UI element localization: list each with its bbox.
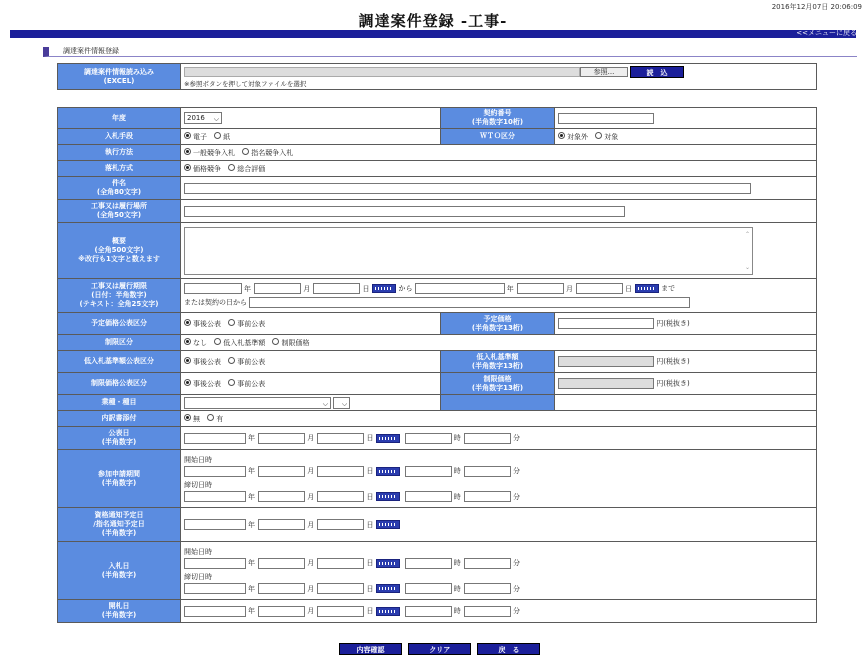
shimei-radio[interactable]: 指名競争入札 [242,149,293,157]
seigen-kakaku-input[interactable] [558,378,654,389]
chevron-down-icon: ⌵ [213,115,219,123]
uchiwake-cell [181,411,817,427]
seigen-kakaku-kubun-cell [181,373,441,395]
tei-kubun-label: 低入札基準額公表区分 [58,351,181,373]
nyusatsu-start-label: 開始日時 [184,547,212,556]
keiyaku-label: 契約番号 (半角数字10桁) [441,108,555,129]
kikan-or-text: または契約の日から [184,298,247,306]
section-title: 調達案件情報登録 [43,47,857,57]
kikan-text-input[interactable] [249,297,690,308]
nyusatsu-end-day[interactable] [317,583,364,594]
wto-label: ＷＴＯ区分 [441,129,555,145]
sanka-end-label: 締切日時 [184,481,212,489]
yotei-kubun-label: 予定価格公表区分 [58,313,181,335]
kikan-from-year[interactable] [184,283,242,294]
mu-radio[interactable]: 無 [184,415,200,423]
yu-radio[interactable]: 有 [207,415,223,423]
kami-radio[interactable]: 紙 [214,133,230,141]
calendar-icon[interactable] [376,520,400,529]
excel-cell [181,64,817,90]
keiyaku-cell [555,108,817,129]
nyusatsu-start-month[interactable] [258,558,305,569]
shikaku-year[interactable] [184,519,246,530]
kohyo-label: 公表日 (半角数字) [58,427,181,450]
nendo-select[interactable] [184,112,222,124]
sanka-start-day[interactable] [317,466,364,477]
teinyu-radio[interactable]: 低入札基準額 [214,339,265,347]
keiyaku-input[interactable] [558,113,654,124]
nyusatsu-start-hour[interactable] [405,558,452,569]
calendar-icon[interactable] [376,467,400,476]
scroll-down-icon[interactable]: ⌄ [744,263,750,271]
kikan-to-day[interactable] [576,283,623,294]
nyusatsu-start-minute[interactable] [464,558,511,569]
kikan-to-year[interactable] [415,283,505,294]
excel-file-input[interactable] [184,67,580,77]
nyusatsu-end-label: 締切日時 [184,573,212,581]
excel-note: ※参照ボタンを押して対象ファイルを選択 [184,79,307,88]
gyoshu-cell [181,395,441,411]
kohyo-month[interactable] [258,433,305,444]
sanka-start-minute[interactable] [464,466,511,477]
seigen-kubun-label: 制限区分 [58,335,181,351]
shikaku-label: 資格通知予定日 /指名通知予定日 (半角数字) [58,508,181,542]
gyoshu-select[interactable] [184,397,331,409]
kaisatsu-label: 開札日 (半角数字) [58,600,181,623]
yotei-jigo-radio[interactable]: 事後公表 [184,320,221,328]
nyusatsu-end-year[interactable] [184,583,246,594]
gyoshu-blank-cell [555,395,817,411]
yotei-kubun-cell [181,313,441,335]
kohyo-cell: 年 月 日 時 分 [181,427,817,450]
gyoshu-label: 業種・種目 [58,395,181,411]
kenmei-input[interactable] [184,183,751,194]
sogo-radio[interactable]: 総合評価 [228,165,265,173]
clear-button[interactable]: クリア [408,643,471,655]
excel-label: 調達案件情報読み込み (EXCEL) [58,64,181,90]
nyusatsu-start-day[interactable] [317,558,364,569]
yotei-jizen-radio[interactable]: 事前公表 [228,320,265,328]
kikan-from-day[interactable] [313,283,360,294]
nyusatsu-shudan-cell [181,129,441,145]
kaisatsu-cell: 年 月 日 時 分 [181,600,817,623]
kenmei-cell [181,177,817,200]
ippan-radio[interactable]: 一般競争入札 [184,149,235,157]
kikan-to-month[interactable] [517,283,564,294]
excel-import-table [57,63,817,90]
sanka-label: 参加申請期間 (半角数字) [58,450,181,508]
kaisatsu-hour[interactable] [405,606,452,617]
sanka-end-month[interactable] [258,491,305,502]
basho-cell [181,200,817,223]
browse-button[interactable]: 参照... [580,67,628,77]
nyusatsu-end-month[interactable] [258,583,305,594]
header-bar [10,30,856,38]
yotei-kakaku-label: 予定価格 (半角数字13桁) [441,313,555,335]
kikan-label: 工事又は履行期限 (日付：半角数字) (テキスト：全角25文字) [58,279,181,313]
footer-buttons [339,643,540,655]
page-title: 調達案件登録 -工事- [358,12,508,30]
basho-input[interactable] [184,206,625,217]
sanka-end-day[interactable] [317,491,364,502]
uchiwake-label: 内訳書添付 [58,411,181,427]
kakaku-radio[interactable]: 価格競争 [184,165,221,173]
tei-gaku-input[interactable] [558,356,654,367]
calendar-icon[interactable] [635,284,659,293]
kenmei-label: 件名 (全角80文字) [58,177,181,200]
kohyo-day[interactable] [317,433,364,444]
calendar-icon[interactable] [376,492,400,501]
seigen-kakaku-label: 制限価格 (半角数字13桁) [441,373,555,395]
kikan-cell: 年 月 日 から 年 月 日 まで または契約の日から [181,279,817,313]
gaiyo-cell [181,223,817,279]
rakusatsu-label: 落札方式 [58,161,181,177]
sanka-start-label: 開始日時 [184,455,212,464]
gaiyo-textarea[interactable] [184,227,753,275]
kikan-from-month[interactable] [254,283,301,294]
shikko-cell [181,145,817,161]
rakusatsu-cell [181,161,817,177]
seigen-kubun-cell [181,335,817,351]
nendo-cell [181,108,441,129]
back-button[interactable]: 戻 る [477,643,540,655]
seigen-kakaku-kubun-label: 制限価格公表区分 [58,373,181,395]
kaisatsu-minute[interactable] [464,606,511,617]
seigen-kakaku-cell: 円(税抜き) [555,373,817,395]
datetime: 2016年12月07日 20:06:09 [771,3,862,11]
taisho-radio[interactable]: 対象 [595,133,618,141]
kohyo-minute[interactable] [464,433,511,444]
kaisatsu-year[interactable] [184,606,246,617]
nyusatsu-start-year[interactable] [184,558,246,569]
sanka-end-hour[interactable] [405,491,452,502]
sanka-end-year[interactable] [184,491,246,502]
calendar-icon[interactable] [376,434,400,443]
calendar-icon[interactable] [376,607,400,616]
nyusatsubi-cell: 開始日時 年 月 日 時 分 締切日時 年 月 日 時 分 [181,542,817,600]
nendo-value: 2016 [187,114,205,122]
shikaku-month[interactable] [258,519,305,530]
yotei-kakaku-cell: 円(税抜き) [555,313,817,335]
denshi-radio[interactable]: 電子 [184,133,207,141]
tei-kubun-cell [181,351,441,373]
taishogai-radio[interactable]: 対象外 [558,133,588,141]
kaisatsu-day[interactable] [317,606,364,617]
basho-label: 工事又は履行場所 (全角50文字) [58,200,181,223]
tei-jigo-radio[interactable]: 事後公表 [184,358,221,366]
main-form-table [57,107,817,623]
yotei-kakaku-input[interactable] [558,318,654,329]
scroll-up-icon[interactable]: ⌃ [744,230,750,238]
seigen-jizen-radio[interactable]: 事前公表 [228,380,265,388]
nendo-label: 年度 [58,108,181,129]
kaisatsu-month[interactable] [258,606,305,617]
nyusatsu-shudan-label: 入札手段 [58,129,181,145]
sanka-start-hour[interactable] [405,466,452,477]
calendar-icon[interactable] [376,584,400,593]
sanka-end-minute[interactable] [464,491,511,502]
chevron-down-icon: ⌵ [322,399,328,408]
seigen-radio[interactable]: 制限価格 [272,339,309,347]
back-to-menu-link[interactable]: <<メニューに戻る [796,29,857,37]
sanka-start-month[interactable] [258,466,305,477]
nyusatsubi-label: 入札日 (半角数字) [58,542,181,600]
sanka-cell: 開始日時 年 月 日 時 分 締切日時 年 月 日 時 分 [181,450,817,508]
tei-jizen-radio[interactable]: 事前公表 [228,358,265,366]
calendar-icon[interactable] [376,559,400,568]
seigen-jigo-radio[interactable]: 事後公表 [184,380,221,388]
chevron-down-icon: ⌵ [341,399,348,408]
shikaku-cell: 年 月 日 [181,508,817,542]
tei-gaku-cell: 円(税抜き) [555,351,817,373]
nyusatsu-end-hour[interactable] [405,583,452,594]
shikko-label: 執行方法 [58,145,181,161]
wto-cell [555,129,817,145]
kohyo-year[interactable] [184,433,246,444]
shumoku-select[interactable] [333,397,350,409]
calendar-icon[interactable] [372,284,396,293]
gaiyo-label: 概要 (全角500文字) ※改行も1文字と数えます [58,223,181,279]
nyusatsu-end-minute[interactable] [464,583,511,594]
nashi-radio[interactable]: なし [184,339,207,347]
sanka-start-year[interactable] [184,466,246,477]
shikaku-day[interactable] [317,519,364,530]
confirm-button[interactable]: 内容確認 [339,643,402,655]
gyoshu-blank [441,395,555,411]
kohyo-hour[interactable] [405,433,452,444]
tei-gaku-label: 低入札基準額 (半角数字13桁) [441,351,555,373]
load-button[interactable]: 読 込 [630,66,684,78]
